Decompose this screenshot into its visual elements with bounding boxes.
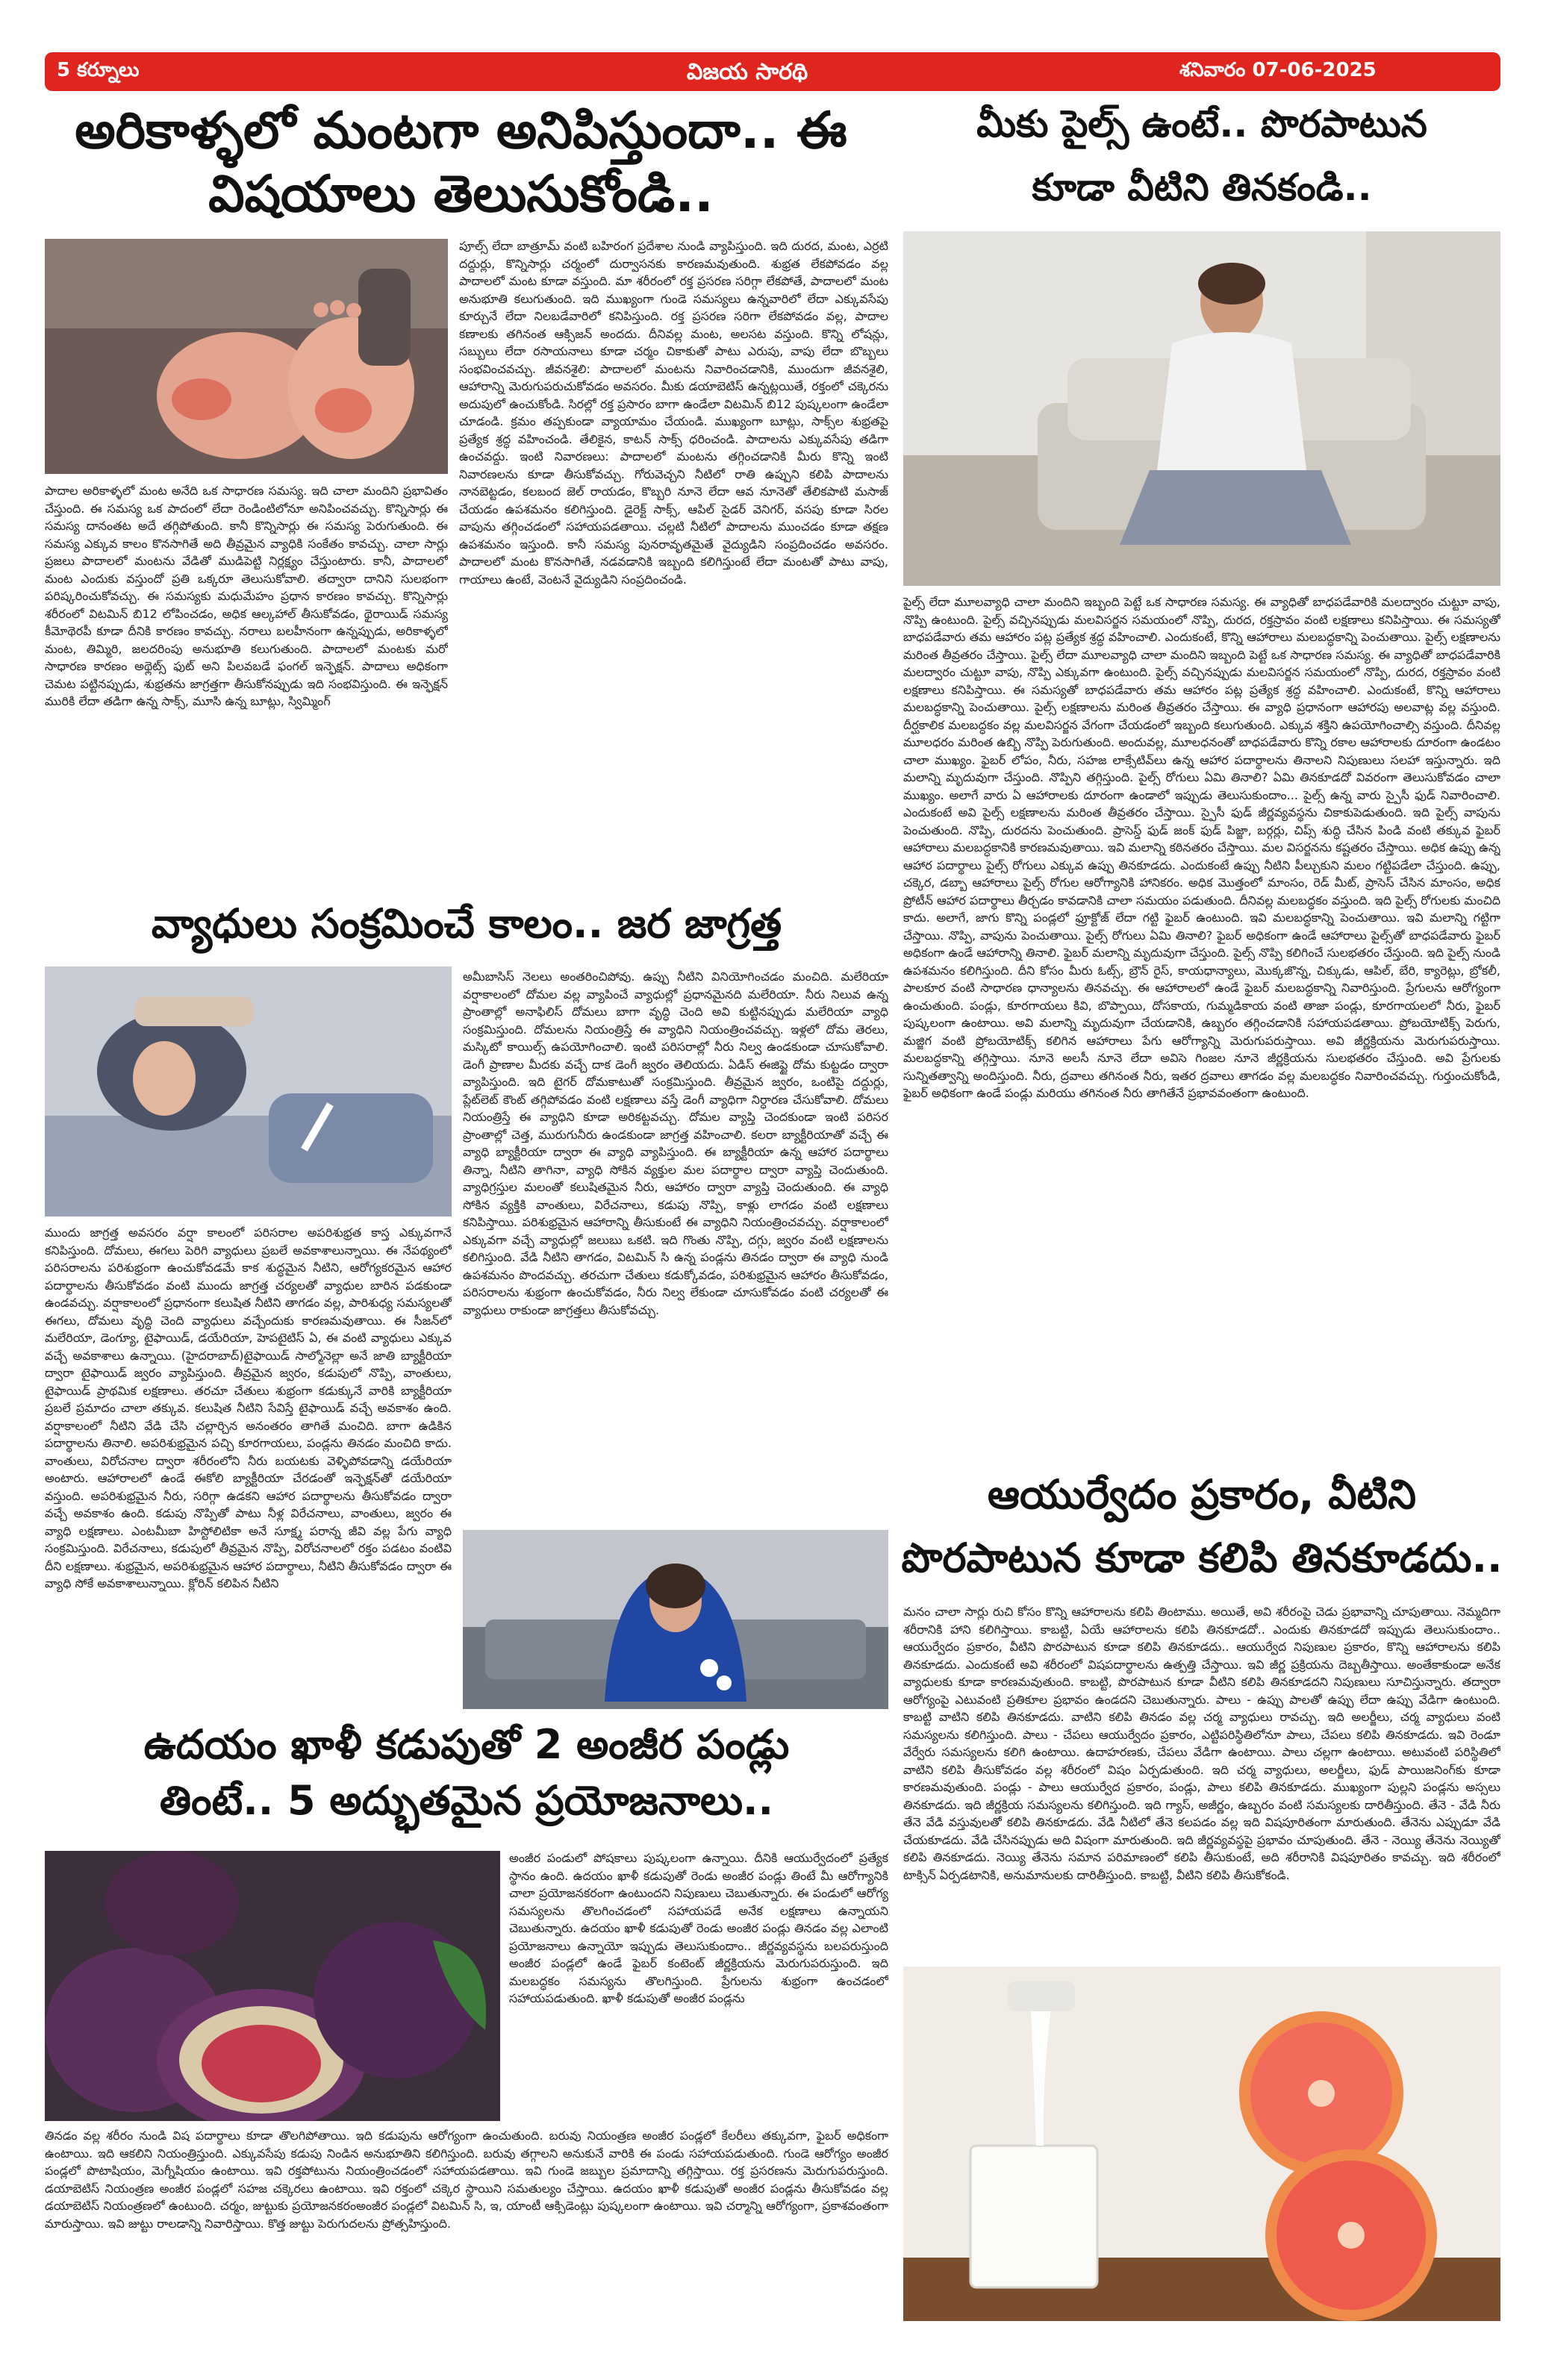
woman-with-cold-photo	[463, 1530, 888, 1709]
ayurveda-body: మనం చాలా సార్లు రుచి కోసం కొన్ని ఆహారాలను కలిపి తింటాము. అయితే, అవి శరీరంపై చెడు ప్రభావాన్ని చూపుతాయి. నెమ్మదిగా శరీరానికి హాని కలిగిస్తాయి. కాబట్టి, ఏయే ఆహారాలను కలిపి తినకూడదో.. ఎందుకు తినకూడదో ఇప్పుడు తెలుసుకుందాం.. ఆయుర్వేదం ప్రకారం, వీటిని పొరపాటున కూడా కలిపి తినకూడదు.. ఆయుర్వేద నిపుణుల ప్రకారం, కొన్ని ఆహారాలను కలిపి తినకూడదు. ఎందుకంటే అవి శరీరంలో విషపదార్థాలను ఉత్పత్తి చేస్తాయి. ఇవి జీర్ణ ప్రక్రియను దెబ్బతీస్తాయి. అంతేకాకుండా అనేక వ్యాధులకు కూడా కారణమవుతుంది. కాబట్టి, పొరపాటున కూడా వీటిని కలిపి తినకూడదని నిపుణులు సూచిస్తున్నారు. తద్వారా ఆరోగ్యంపై ఎటువంటి ప్రతికూల ప్రభావం ఉండదని చెబుతున్నారు. పాలు - ఉప్పు పాలతో ఉప్పు లేదా ఉప్పు వేడిగా ఉంటుంది. కాబట్టి వాటిని కలిపి తినకూడదు. వాటిని కలిపి తినడం వల్ల చర్మ వ్యాధులు రావచ్చు. ఇది అలర్జీలు, చర్మ వ్యాధులు వంటి సమస్యలను కలిగిస్తుంది. పాలు - చేపలు ఆయుర్వేదం ప్రకారం, ఎట్టిపరిస్థితిలోనూ పాలు, చేపలు కలిపి తినకూడదు. ఇవి రెండూ వేర్వేరు సమస్యలను కలిగి ఉంటాయి. ఉదాహరణకు, చేపలు వేడిగా ఉంటాయి. పాలు చల్లగా ఉంటాయి. అటువంటి పరిస్థితిలో వాటిని కలిపి తీసుకోవడం వల్ల శరీరంలో విషం ఏర్పడుతుంది. ఇది చర్మ వ్యాధులు, అలర్జీలు, ఫుడ్ పాయిజనింగ్‌కు కూడా కారణమవుతుంది. పండ్లు - పాలు ఆయుర్వేద ప్రకారం, పండ్లు, పాలు కలిపి తినకూడదు. ముఖ్యంగా పుల్లని పండ్లను అస్సలు తినకూడదు. ఇది జీర్ణక్రియ సమస్యలను కలిగిస్తుంది. ఇది గ్యాస్, అజీర్ణం, ఉబ్బరం వంటి సమస్యలకు దారితీస్తుంది. తేనె - వేడి నీరు తేనె వేడి వస్తువులతో కలిపి తినకూడదు. వేడి నీటిలో తేనె కలపడం వల్ల ఇది విషపూరితంగా మారుతుంది. తేనెను ఎప్పుడూ వేడి చేయకూడదు. వేడి చేసినప్పుడు అది విషంగా మారుతుంది. ఇది జీర్ణవ్యవస్థపై ప్రభావం చూపుతుంది. తేనె - నెయ్యి తేనెను నెయ్యితో కలిపి తినకూడదు. నెయ్యి తేనెను సమాన పరిమాణంలో కలిపి తీసుకుంటే, అది శరీరానికి విషపూరితం కావచ్చు. ఇది శరీరంలో టాక్సిన్ ఏర్పడటానికి, అనుమానులకు దారితీస్తుంది. కాబట్టి, వీటిని కలిపి తీసుకోకండి.	[903, 1605, 1500, 1882]
figs-headline-1: ఉదయం ఖాళీ కడుపుతో 2 అంజీర పండ్లు	[143, 1721, 790, 1768]
figs-body-right: అంజీర పండులో పోషకాలు పుష్కలంగా ఉన్నాయి. దీనికి ఆయుర్వేదంలో ప్రత్యేక స్థానం ఉంది. ఉదయం ఖాళీ కడుపుతో రెండు అంజీర పండ్లు తింటే మీ ఆరోగ్యానికి చాలా ప్రయోజనకరంగా ఉంటుందని నిపుణులు చెబుతున్నారు. ఈ పండులో ఆరోగ్య సమస్యలను తొలగించడంలో సహాయపడే అనేక లక్షణాలు ఉన్నాయని చెబుతున్నారు. ఉదయం ఖాళీ కడుపుతో రెండు అంజీర పండ్లు తినడం వల్ల ఎలాంటి ప్రయోజనాలు ఉన్నాయో ఇప్పుడు తెలుసుకుందాం.. జీర్ణవ్యవస్థను బలపరుస్తుంది అంజీర పండ్లలో ఉండే ఫైబర్ కంటెంట్ జీర్ణక్రియను మెరుగుపరుస్తుంది. ఇది మలబద్ధకం సమస్యను తొలగిస్తుంది. ప్రేగులను శుభ్రంగా ఉంచడంలో సహాయపడుతుంది. ఖాళీ కడుపుతో అంజీర పండ్లను	[509, 1851, 888, 2005]
piles-headline-1: మీకు పైల్స్ ఉంటే.. పొరపాటున	[976, 102, 1427, 146]
ayurveda-headline-1: ఆయుర్వేదం ప్రకారం, వీటిని	[987, 1471, 1417, 1518]
burning-feet-headline-2: విషయాలు తెలుసుకోండి..	[208, 165, 714, 224]
monsoon-headline: వ్యాధులు సంక్రమించే కాలం.. జర జాగ్రత్త	[151, 900, 782, 947]
piles-headline-2: కూడా వీటిని తినకండి..	[1032, 166, 1372, 209]
paper-name: విజయ సారథి	[687, 59, 808, 85]
masthead-bar	[45, 52, 1500, 91]
man-on-sofa-photo	[903, 231, 1500, 586]
monsoon-body-right: అమీబాసిస్ నెలలు అంతరించిపోవు. ఉప్పు నీటిని వినియోగించడం మంచిది. మలేరియా వర్షాకాలంలో దోమల వల్ల వ్యాపించే వ్యాధుల్లో ప్రధానమైనది మలేరియా. నీరు నిలువ ఉన్న ప్రాంతాల్లో అనాఫిలిస్ దోమలు బాగా వృద్ధి చెంది అవి కుట్టినప్పుడు మలేరియా వ్యాధి సంక్రమిస్తుంది. దోమలను నియంత్రిస్తే ఈ వ్యాధిని నియంత్రించవచ్చు. ఇళ్లలో దోమ తెరలు, మస్కిటో కాయిల్స్ ఉపయోగించాలి. ఇంటి పరిసరాల్లో నీరు నిల్వ ఉండకుండా చూసుకోవాలి. డెంగీ ప్రాణాల మీదకు వచ్చే దాక డెంగీ జ్వరం తెలియదు. ఏడిస్ ఈజిప్టై దోమ కుట్టడం ద్వారా వ్యాపిస్తుంది. ఇది టైగర్ దోమకాటుతో సంక్రమిస్తుంది. తీవ్రమైన జ్వరం, ఒంటిపై దద్దుర్లు, ప్లేట్‌లెట్ కౌంట్ తగ్గిపోవడం వంటి లక్షణాలు వస్తే డెంగీ వ్యాధిగా నిర్ధారణ చేసుకోవాలి. దోమలు నియంత్రిస్తే ఈ వ్యాధిని కూడా అరికట్టవచ్చు. దోమల వ్యాప్తి చెందకుండా ఇంటి పరిసర ప్రాంతాల్లో చెత్త, మురుగునీరు ఉండకుండా జాగ్రత్త వహించాలి. కలరా బ్యాక్టీరియాతో వచ్చే ఈ వ్యాధి బ్యాక్టీరియా ద్వారా ఈ వ్యాధి వ్యాపిస్తుంది. ఈ బ్యాక్టీరియా ఉన్న ఆహార పదార్థాలు తిన్నా, నీటిని తాగినా, వ్యాధి సోకిన వ్యక్తుల మల పదార్థాల ద్వారా వ్యాప్తి చెందుతుంది. వ్యాధిగ్రస్తుల మలంతో కలుషితమైన నీరు, ఆహారం ద్వారా వ్యాప్తి చెందుతుంది. ఈ వ్యాధి సోకిన వ్యక్తికి వాంతులు, విరేచనాలు, కడుపు నొప్పి, కాళ్లు లాగడం వంటి లక్షణాలు కనిపిస్తాయి. పరిశుభ్రమైన ఆహారాన్ని తీసుకుంటే ఈ వ్యాధిని నియంత్రించవచ్చు. వర్షాకాలంలో ఎక్కువగా వచ్చే వ్యాధుల్లో జలుబు ఒకటి. ఇది గొంతు నొప్పి, దగ్గు, జ్వరం వంటి లక్షణాలను కలిగిస్తుంది. వేడి నీటిని తాగడం, విటమిన్ సి ఉన్న పండ్లను తినడం ద్వారా ఈ వ్యాధి నుండి ఉపశమనం పొందవచ్చు. తరచుగా చేతులు కడుక్కోవడం, పరిశుభ్రమైన ఆహారం తీసుకోవడం, పరిసరాలను శుభ్రంగా ఉంచుకోవడం, నీరు నిల్వ లేకుండా చూసుకోవడం వంటి చర్యలతో ఈ వ్యాధులు రాకుండా జాగ్రత్తలు తీసుకోవచ్చు.	[463, 969, 888, 1317]
piles-body: పైల్స్ లేదా మూలవ్యాధి చాలా మందిని ఇబ్బంది పెట్టే ఒక సాధారణ సమస్య. ఈ వ్యాధితో బాధపడేవారికి మలద్వారం చుట్టూ వాపు, నొప్పి ఉంటుంది. పైల్స్ వచ్చినప్పుడు మలవిసర్జన సమయంలో నొప్పి, దురద, రక్తస్రావం వంటి లక్షణాలు కనిపిస్తాయి. ఈ సమస్యతో బాధపడేవారు తమ ఆహారం పట్ల ప్రత్యేక శ్రద్ధ వహించాలి. ఎందుకంటే, కొన్ని ఆహారాలు మలబద్ధకాన్ని పెంచుతాయి. పైల్స్ లక్షణాలను మరింత తీవ్రతరం చేస్తాయి. పైల్స్ లేదా మూలవ్యాధి చాలా మందిని ఇబ్బంది పెట్టే ఒక సాధారణ సమస్య. ఈ వ్యాధితో బాధపడేవారికి మలద్వారం చుట్టూ వాపు, నొప్పి ఎక్కువగా ఉంటుంది. పైల్స్ వచ్చినప్పుడు మలవిసర్జన సమయంలో నొప్పి, దురద, రక్తస్రావం వంటి లక్షణాలు కనిపిస్తాయి. ఈ సమస్యతో బాధపడేవారు తమ ఆహారం పట్ల ప్రత్యేక శ్రద్ధ వహించాలి. ఎందుకంటే, కొన్ని ఆహారాలు మలబద్ధకాన్ని పెంచుతాయి. పైల్స్ లక్షణాలను మరింత తీవ్రతరం చేస్తాయి. ఈ వ్యాధి ప్రధానంగా ఆహారపు అలవాట్ల వల్ల వస్తుంది. దీర్ఘకాలిక మలబద్ధకం వల్ల మలవిసర్జన వేగంగా చేయడంలో ఇబ్బంది కలుగుతుంది. ఎక్కువ శక్తిని ఉపయోగించాల్సి వస్తుంది. దీనివల్ల మూలధరం మరింత ఉబ్బి నొప్పి పెరుగుతుంది. అందువల్ల, మూలధనంతో బాధపడేవారు కొన్ని రకాల ఆహారాలకు దూరంగా ఉండటం చాలా ముఖ్యం. ఫైబర్ లోపం, నీరు, సహజ లాక్సేటివ్‌లు ఉన్న ఆహార పదార్థాలను తినాలని నిపుణులు సలహా ఇస్తున్నారు. ఇది మలాన్ని మృదువుగా చేస్తుంది. నొప్పిని తగ్గిస్తుంది. పైల్స్ రోగులు ఏమి తినాలి? ఏమి తినకూడదో వివరంగా తెలుసుకోవడం చాలా ముఖ్యం. అలాగే వారు ఏ ఆహారాలకు దూరంగా ఉండాలో ఇప్పుడు తెలుసుకుందాం... పైల్స్ ఉన్న వారు స్పైసీ ఫుడ్ నివారించాలి. ఎందుకంటే అవి పైల్స్ లక్షణాలను మరింత తీవ్రతరం చేస్తాయి. స్పైసీ ఫుడ్ జీర్ణవ్యవస్థను చికాకుపెడుతుంది. ఇది పైల్స్ వాపును పెంచుతుంది. నొప్పి, దురదను పెంచుతుంది. ప్రాసెస్డ్ ఫుడ్ జంక్ ఫుడ్ పిజ్జా, బర్గర్లు, చిప్స్ శుద్ధి చేసిన పిండి వంటి తక్కువ ఫైబర్ ఆహారాలు మలబద్ధకానికి కారణమవుతాయి. ఇవి మలాన్ని కఠినతరం చేస్తాయి. మల విసర్జనను కష్టతరం చేస్తాయి. అధిక ఉప్పు ఉన్న ఆహార పదార్థాలు పైల్స్ రోగులు ఎక్కువ ఉప్పు తినకూడదు. ఎందుకంటే ఉప్పు నీటిని పీల్చుకుని మలం గట్టిపడేలా చేస్తుంది. ఉప్పు, చక్కెర, డబ్బా ఆహారాలు పైల్స్ రోగుల ఆరోగ్యానికి హానికరం. అధిక మొత్తంలో మాంసం, రెడ్ మీట్, ప్రాసెస్ చేసిన మాంసం, అధిక ప్రోటీన్ ఆహార పదార్థాలు తీర్చడం కావడానికి చాలా సమయం పడుతుంది. దీనివల్ల మలబద్ధకం వస్తుంది. ఇది పైల్స్ రోగులకు మంచిది కాదు. అలాగే, జాగు కొన్ని పండ్లలో ఫ్రూక్టోజ్ లేదా గట్టి ఫైబర్ ఉంటుంది. ఇవి మలబద్ధకాన్ని పెంచుతాయి. ఇవి మలాన్ని గట్టిగా చేస్తాయి. నొప్పి, వాపును పెంచుతాయి. పైల్స్ రోగులు ఏమి తినాలి? ఫైబర్ అధికంగా ఉండే ఆహారాలు పైల్స్‌తో బాధపడేవారు ఫైబర్ అధికంగా ఉండే ఆహారాన్ని తినాలి. ఫైబర్ మలాన్ని మృదువుగా చేస్తుంది. పైల్స్ నొప్పి కలిగించే సులభతరం చేస్తుంది. ఇది పైల్స్ నుండి ఉపశమనం కలిగిస్తుంది. దీని కోసం మీరు ఓట్స్, బ్రౌన్ రైస్, కాయధాన్యాలు, మొక్కజొన్న, చిక్కుడు, ఆపిల్, బేరి, క్యారెట్లు, బ్రోకలీ, పాలకూర వంటి సాధారణ ధాన్యాలను తినవచ్చు. ఈ ఆహారాలలో ఉండే ఫైబర్ మలబద్ధకాన్ని నివారిస్తుంది. ప్రేగులను ఆరోగ్యంగా ఉంచుతుంది. పండ్లు, కూరగాయలు కివి, బొప్పాయి, దోసకాయ, గుమ్మడికాయ వంటి తాజా పండ్లు, కూరగాయలలో నీరు, ఫైబర్ పుష్కలంగా ఉంటాయి. అవి మలాన్ని మృదువుగా చేయడానికి, ఉబ్బరం తగ్గించడానికి సహాయపడతాయి. ప్రోబయోటిక్స్ పెరుగు, మజ్జిగ వంటి ప్రోబయోటిక్స్ కలిగిన ఆహారాలు పేగు ఆరోగ్యాన్ని మెరుగుపరుస్తాయి. అవి జీర్ణక్రియను మెరుగుపరుస్తాయి. మలబద్ధకాన్ని తగ్గిస్తాయి. నూనె అలసీ నూనె లేదా అవిసె గింజల నూనె జీర్ణక్రియను సులభతరం చేస్తుంది. అవి ప్రేగులకు సున్నితత్వాన్ని అందిస్తుంది. నీరు, ద్రవాలు తగినంత నీరు, ఇతర ద్రవాలు తాగడం వల్ల మలబద్ధకం నివారించవచ్చు. గుర్తుంచుకోండి, ఫైబర్ అధికంగా ఉండే పండ్లు మరియు తగినంత నీరు తాగితేనే ప్రభావవంతంగా ఉంటుంది.	[903, 595, 1500, 1100]
page-label: 5 కర్నూలు	[57, 59, 140, 81]
burning-feet-headline-1: అరికాళ్ళలో మంటగా అనిపిస్తుందా.. ఈ	[75, 101, 847, 160]
burning-feet-body-left: పాదాల అరికాళ్ళలో మంట అనేది ఒక సాధారణ సమస్య. ఇది చాలా మందిని ప్రభావితం చేస్తుంది. ఈ సమస్య ఒక పాదంలో లేదా రెండింటిలోనూ అనిపించవచ్చు. కొన్నిసార్లు ఈ సమస్య దానంతట అదే తగ్గిపోతుంది. కానీ కొన్నిసార్లు ఈ సమస్య పెరుగుతుంది. ఈ సమస్య ఎక్కువ కాలం కొనసాగితే అది తీవ్రమైన వ్యాధికి సంకేతం కావచ్చు. చాలా సార్లు ప్రజలు పాదాలలో మంటను వేడితో ముడిపెట్టి నిర్లక్ష్యం చేస్తుంటారు. కానీ, పాదాలలో మంట ఎందుకు వస్తుందో ప్రతి ఒక్కరూ తెలుసుకోవాలి. తద్వారా దానిని సులభంగా పరిష్కరించుకోవచ్చు. ఈ సమస్యకు మధుమేహం ప్రధాన కారణం కావచ్చు. కొన్నిసార్లు శరీరంలో విటమిన్ బి12 లోపించడం, అధిక ఆల్కహాల్ తీసుకోవడం, థైరాయిడ్ సమస్య కీమోథెరపీ కూడా దీనికి కారణం కావచ్చు. నరాలు బలహీనంగా ఉన్నప్పుడు, అరికాళ్ళలో మంట, తిమ్మిరి, జలదరింపు అనుభూతి కలుగుతుంది. పాదాలలో మంటకు మరో సాధారణ కారణం అథ్లెట్స్ ఫుట్ అని పిలవబడే ఫంగల్ ఇన్ఫెక్షన్. పాదాలు అధికంగా చెమట పట్టినప్పుడు, శుభ్రతను జాగ్రత్తగా తీసుకోనప్పుడు ఇది సంభవిస్తుంది. ఈ ఇన్ఫెక్షన్ మురికి లేదా తడిగా ఉన్న సాక్స్, మూసి ఉన్న బూట్లు, స్విమ్మింగ్	[45, 484, 448, 708]
figs-photo	[45, 1851, 500, 2121]
feet-photo	[45, 239, 448, 474]
issue-date: శనివారం 07-06-2025	[1179, 59, 1377, 81]
figs-headline-2: తింటే.. 5 అద్భుతమైన ప్రయోజనాలు..	[159, 1777, 774, 1824]
ayurveda-headline-2: పొరపాటున కూడా కలిపి తినకూడదు..	[901, 1534, 1503, 1581]
milk-grapefruit-photo	[903, 1967, 1500, 2321]
sick-child-photo	[45, 966, 452, 1216]
monsoon-body-left: ముందు జాగ్రత్త అవసరం వర్షా కాలంలో పరిసరాల అపరిశుభ్రత కాస్త ఎక్కువగానే కనిపిస్తుంది. దోమలు, ఈగలు పెరిగి వ్యాధులు ప్రబలే అవకాశాలున్నాయి. ఈ నేపథ్యంలో పరిసరాలను పరిశుభ్రంగా ఉంచుకోవడమే కాక శుద్ధమైన నీటిని, ఆరోగ్యకరమైన ఆహార పదార్థాలను తీసుకోవడం వంటి ముందు జాగ్రత్త చర్యలతో వ్యాధుల బారిన పడకుండా ఉండవచ్చు. వర్షాకాలంలో ప్రధానంగా కలుషిత నీటిని తాగడం వల్ల, పారిశుధ్య సమస్యలతో ఈగలు, దోమలు వృద్ధి చెంది వ్యాధులు వచ్చేందుకు కారణమవుతాయి. ఈ సీజన్‌లో మలేరియా, డెంగ్యూ, టైఫాయిడ్, డయేరియా, హెపటైటిస్ ఏ, ఈ వంటి వ్యాధులు ఎక్కువ వచ్చే అవకాశాలు ఉన్నాయి. (హైదరాబాద్)టైఫాయిడ్ సాల్మోనెల్లా అనే జాతి బ్యాక్టీరియా ద్వారా టైఫాయిడ్ జ్వరం వ్యాపిస్తుంది. తీవ్రమైన జ్వరం, కడుపులో నొప్పి, వాంతులు, టైఫాయిడ్ ప్రాథమిక లక్షణాలు. తరచూ చేతులు శుభ్రంగా కడుక్కునే వారికి బ్యాక్టీరియా ప్రబలే ప్రమాదం చాలా తక్కువ. కలుషిత నీటిని సేవిస్తే టైఫాయిడ్ వచ్చే అవకాశం ఉంది. వర్షాకాలంలో నీటిని వేడి చేసి చల్లార్చిన అనంతరం తాగితే మంచిది. బాగా ఉడికిన పదార్థాలను తినాలి. అపరిశుభ్రమైన పచ్చి కూరగాయలు, పండ్లను తినడం మంచిది కాదు. వాంతులు, విరోచనాల ద్వారా శరీరంలోని నీరు బయటకు వెళ్ళిపోవడాన్ని డయేరియా అంటారు. ఆహారాలలో ఉండే ఈకోలి బ్యాక్టీరియా చేరడంతో ఇన్ఫెక్షన్‌తో డయేరియా వస్తుంది. అపరిశుభ్రమైన నీరు, సరిగ్గా ఉడకని ఆహార పదార్థాలను తీసుకోవడం ద్వారా వచ్చే అవకాశం ఉంది. కడుపు నొప్పితో పాటు నీళ్ల విరేచనాలు, వాంతులు, జ్వరం ఈ వ్యాధి లక్షణాలు. ఎంటమీబా హిస్టోలిటికా అనే సూక్ష్మ పరాన్న జీవి వల్ల పేగు వ్యాధి సంక్రమిస్తుంది. విరేచనాలు, కడుపులో తీవ్రమైన నొప్పి, విరోచనాలలో రక్తం పడటం వంటివి దీని లక్షణాలు. శుభ్రమైన, అపరిశుభ్రమైన ఆహార పదార్థాలు, నీటిని తీసుకోవడం ద్వారా ఈ వ్యాధి సోకే అవకాశాలున్నాయి. క్లోరిన్ కలిపిన నీటిని	[45, 1225, 452, 1590]
figs-body-bottom: తినడం వల్ల శరీరం నుండి విష పదార్థాలు కూడా తొలగిపోతాయి. ఇది కడుపును ఆరోగ్యంగా ఉంచుతుంది. బరువు నియంత్రణ అంజీర పండ్లలో కేలరీలు తక్కువగా, ఫైబర్ అధికంగా ఉంటాయి. ఇది ఆకలిని నియంత్రిస్తుంది. ఎక్కువసేపు కడుపు నిండిన అనుభూతిని కలిగిస్తుంది. బరువు తగ్గాలని అనుకునే వారికి ఈ పండు సహాయపడుతుంది. గుండె ఆరోగ్యం అంజీర పండ్లలో పొటాషియం, మెగ్నీషియం ఉంటాయి. ఇవి రక్తపోటును నియంత్రించడంలో సహాయపడతాయి. ఇవి గుండె జబ్బుల ప్రమాదాన్ని తగ్గిస్తాయి. రక్త ప్రసరణను మెరుగుపరుస్తుంది. డయాబెటిస్ నియంత్రణ అంజీర పండ్లలో సహజ చక్కెరలు ఉంటాయి. ఇవి రక్తంలో చక్కెర స్థాయిని సమతుల్యం చేస్తాయి. ఉదయం ఖాళీ కడుపుతో అంజీర పండ్లను తీసుకోవడం వల్ల డయాబెటిస్ నియంత్రణలో ఉంటుంది. చర్మం, జుట్టుకు ప్రయోజనకరంఅంజీర పండ్లలో విటమిన్ సి, ఇ, యాంటీ ఆక్సిడెంట్లు పుష్కలంగా ఉంటాయి. ఇవి చర్మాన్ని ఆరోగ్యంగా, ప్రకాశవంతంగా మారుస్తాయి. ఇవి జుట్టు రాలడాన్ని నివారిస్తాయి. కొత్త జుట్టు పెరుగుదలను ప్రోత్సహిస్తుంది.	[45, 2128, 888, 2231]
burning-feet-body-right: పూల్స్ లేదా బాత్రూమ్ వంటి బహిరంగ ప్రదేశాల నుండి వ్యాపిస్తుంది. ఇది దురద, మంట, ఎర్రటి దద్దుర్లు, కొన్నిసార్లు చర్మంలో దుర్వాసనకు కారణమవుతుంది. శుభ్రత లేకపోవడం వల్ల పాదాలలో మంట కూడా వస్తుంది. మా శరీరంలో రక్త ప్రసరణ సరిగ్గా లేకపోతే, పాదాలలో మంట అనుభూతి కలుగుతుంది. ఇది ముఖ్యంగా గుండె సమస్యలు ఉన్నవారిలో లేదా ఎక్కువసేపు కూర్చునే లేదా నిలబడేవారిలో కనిపిస్తుంది. రక్త ప్రసరణ సరిగా లేకపోవడం వల్ల, పాదాల కణాలకు తగినంత ఆక్సిజన్ అందదు. దీనివల్ల మంట, అలసట వస్తుంది. కొన్ని లోషన్లు, సబ్బులు లేదా రసాయనాలు కూడా చర్మం చికాకుతో పాటు ఎరుపు, వాపు లేదా బొబ్బలు సంభవించవచ్చు. జీవనశైలి: పాదాలలో మంటను నివారించడానికి, ముందుగా జీవనశైలి, ఆహారాన్ని మెరుగుపరుచుకోవడం అవసరం. మీకు డయాబెటిస్ ఉన్నట్లయితే, రక్తంలో చక్కెరను అదుపులో ఉంచుకోండి. సిరల్లో రక్త ప్రసారం బాగా ఉండేలా విటమిన్ బి12 పుష్కలంగా ఉండేలా చూడండి. క్రమం తప్పకుండా వ్యాయామం చేయండి. ముఖ్యంగా బూట్లు, సాక్స్‌ల శుభ్రతపై ప్రత్యేక శ్రద్ధ వహించండి. తేలికైన, కాటన్ సాక్స్ ధరించండి. పాదాలను ఎక్కువసేపు తడిగా ఉంచవద్దు. ఇంటి నివారణలు: పాదాలలో మంటను తగ్గించడానికి మీరు కొన్ని ఇంటి నివారణలను కూడా తీసుకోవచ్చు. గోరువెచ్చని నీటిలో రాతి ఉప్పుని కలిపి పాదాలను నానబెట్టడం, కలబంద జెల్ రాయడం, కొబ్బరి నూనె లేదా ఆవ నూనెతో తేలికపాటి మసాజ్ చేయడం ఉపశమనం కలిగిస్తుంది. డైరెక్ట్ సాక్స్, ఆపిల్ సైడర్ వెనిగర్, వసపు కూడా సిరల వాపును తగ్గించడంలో సహాయపడతాయి. చల్లటి నీటిలో పాదాలను ముంచడం కూడా తక్షణ ఉపశమనం ఇస్తుంది. కానీ సమస్య పునరావృతమైతే వైద్యుడిని సంప్రదించడం అవసరం. పాదాలలో మంట కొనసాగితే, నడవడానికి ఇబ్బంది కలిగిస్తుంటే లేదా మంటతో పాటు వాపు, గాయాలు ఉంటే, వెంటనే వైద్యుడిని సంప్రదించండి.	[459, 239, 888, 587]
